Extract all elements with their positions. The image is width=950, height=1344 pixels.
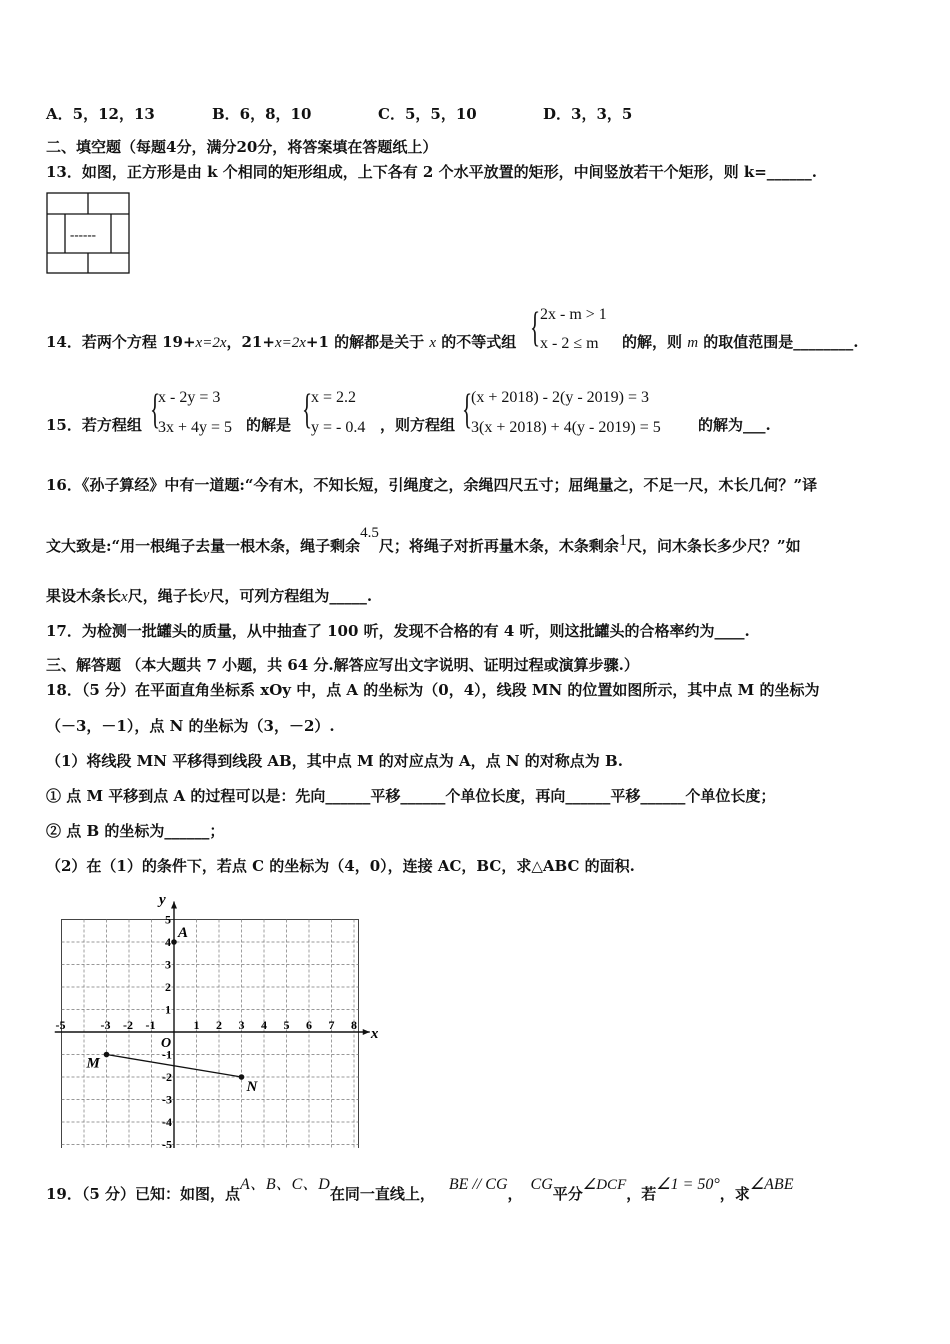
point-label-m: M: [86, 1055, 100, 1072]
y-tick-label: -5: [162, 1137, 172, 1148]
q15-brace-3: {: [462, 387, 473, 433]
x-tick-label: 1: [193, 1018, 200, 1032]
q18-line2: （－3，－1），点 N 的坐标为（3，－2）.: [46, 717, 335, 735]
q13-figure: [45, 192, 131, 276]
x-tick-label: -5: [55, 1018, 66, 1032]
graph-grid-border: [62, 920, 359, 1149]
point-a: [171, 939, 177, 945]
x-tick-label: 5: [283, 1018, 290, 1032]
x-tick-label: 8: [351, 1018, 357, 1032]
y-tick-label: 5: [165, 912, 171, 927]
x-tick-label: 6: [306, 1018, 312, 1032]
x-tick-label: 3: [238, 1018, 245, 1032]
x-tick-label: -1: [145, 1018, 156, 1032]
q19-text: 19．（5 分）已知：如图，点A、B、C、D在同一直线上，BE // CG，CG平分∠DCF，若∠1 = 50°，求∠ABE: [46, 1176, 794, 1203]
y-tick-label: -3: [162, 1092, 172, 1107]
q14-ineq-2: x - 2 ≤ m: [540, 335, 599, 352]
q18-line3: （1）将线段 MN 平移得到线段 AB，其中点 M 的对应点为 A，点 N 的对称点为 B.: [46, 752, 623, 770]
q18-line5: ② 点 B 的坐标为______；: [46, 822, 225, 840]
coordinate-graph: [44, 880, 384, 1148]
y-axis-label: y: [159, 891, 166, 908]
option-a: A．5，12，13: [46, 105, 155, 123]
q18-line1: 18．（5 分）在平面直角坐标系 xOy 中，点 A 的坐标为（0，4），线段 MN 的位置如图所示，其中点 M 的坐标为: [46, 681, 820, 699]
x-tick-label: 4: [261, 1018, 267, 1032]
q13-text: 13．如图，正方形是由 k 个相同的矩形组成，上下各有 2 个水平放置的矩形，中间竖放若干个矩形，则 k=______.: [46, 163, 818, 181]
section-3-heading: 三、解答题 （本大题共 7 小题，共 64 分.解答应写出文字说明、证明过程或演算步骤.）: [46, 656, 639, 674]
q15-brace-2: {: [302, 387, 313, 433]
q16-line3: 果设木条长x尺，绳子长y尺，可列方程组为_____.: [46, 587, 373, 605]
q14-ineq-1: 2x - m > 1: [540, 306, 607, 323]
y-tick-label: 4: [165, 935, 171, 949]
section-2-heading: 二、填空题（每题4分，满分20分，将答案填在答题纸上）: [46, 138, 438, 156]
q15-sys2-line2: 3(x + 2018) + 4(y - 2019) = 5: [471, 419, 661, 436]
point-label-a: A: [178, 925, 189, 941]
q15-sol-line1: x = 2.2: [311, 389, 357, 406]
x-tick-label: 2: [216, 1018, 222, 1032]
y-tick-label: -1: [162, 1047, 172, 1062]
option-c: C．5，5，10: [378, 105, 477, 123]
q17-text: 17．为检测一批罐头的质量，从中抽查了 100 听，发现不合格的有 4 听，则这批罐头的合格率约为____.: [46, 622, 750, 640]
option-b: B．6，8，10: [212, 105, 312, 123]
y-tick-label: 1: [165, 1002, 171, 1017]
y-tick-label: 3: [165, 957, 171, 972]
q14-brace: {: [530, 305, 541, 351]
q14-text: 14．若两个方程 19+x=2x，21+x=2x+1 的解都是关于 x 的不等式组: [46, 333, 517, 351]
q15-prefix: 15．若方程组: [46, 416, 142, 434]
q14-tail: 的解，则 m 的取值范围是________.: [622, 333, 859, 351]
x-axis-label: x: [370, 1026, 379, 1042]
q15-tail: 的解为___.: [698, 416, 771, 434]
q15-sys2-line1: (x + 2018) - 2(y - 2019) = 3: [471, 389, 650, 406]
x-tick-label: -3: [100, 1018, 111, 1032]
q15-sol-line2: y = - 0.4: [311, 419, 366, 436]
point-label-n: N: [246, 1079, 258, 1095]
point-n: [239, 1074, 245, 1080]
x-tick-label: -2: [123, 1018, 133, 1032]
point-m: [104, 1052, 110, 1058]
q15-mid1: 的解是: [246, 416, 292, 434]
q15-sys1-line1: x - 2y = 3: [158, 389, 221, 406]
q18-line6: （2）在（1）的条件下，若点 C 的坐标为（4，0），连接 AC，BC，求△ABC 的面积.: [46, 857, 635, 875]
option-d: D．3，3，5: [543, 105, 633, 123]
x-axis-arrow: [363, 1029, 370, 1035]
q15-brace-1: {: [150, 387, 161, 433]
y-tick-label: -2: [162, 1070, 172, 1084]
x-tick-label: 7: [328, 1018, 335, 1032]
q13-figure-dots: ------: [70, 227, 96, 242]
origin-label: O: [161, 1036, 172, 1051]
y-tick-label: -4: [162, 1115, 172, 1129]
q16-line1: 16．《孙子算经》中有一道题:“今有木，不知长短，引绳度之，余绳四尺五寸；屈绳量之，不足一尺，木长几何？”译: [46, 476, 818, 494]
y-axis-arrow: [171, 902, 177, 909]
y-tick-label: 2: [165, 980, 171, 994]
q15-sys1-line2: 3x + 4y = 5: [158, 419, 233, 436]
q16-line2: 文大致是:“用一根绳子去量一根木条，绳子剩余4.5尺；将绳子对折再量木条，木条剩余1尺，问木条长多少尺？”如: [46, 525, 801, 555]
q15-mid2: ，则方程组: [380, 416, 456, 434]
q18-line4: ① 点 M 平移到点 A 的过程可以是：先向______平移______个单位长度，再向______平移______个单位长度；: [46, 787, 776, 805]
